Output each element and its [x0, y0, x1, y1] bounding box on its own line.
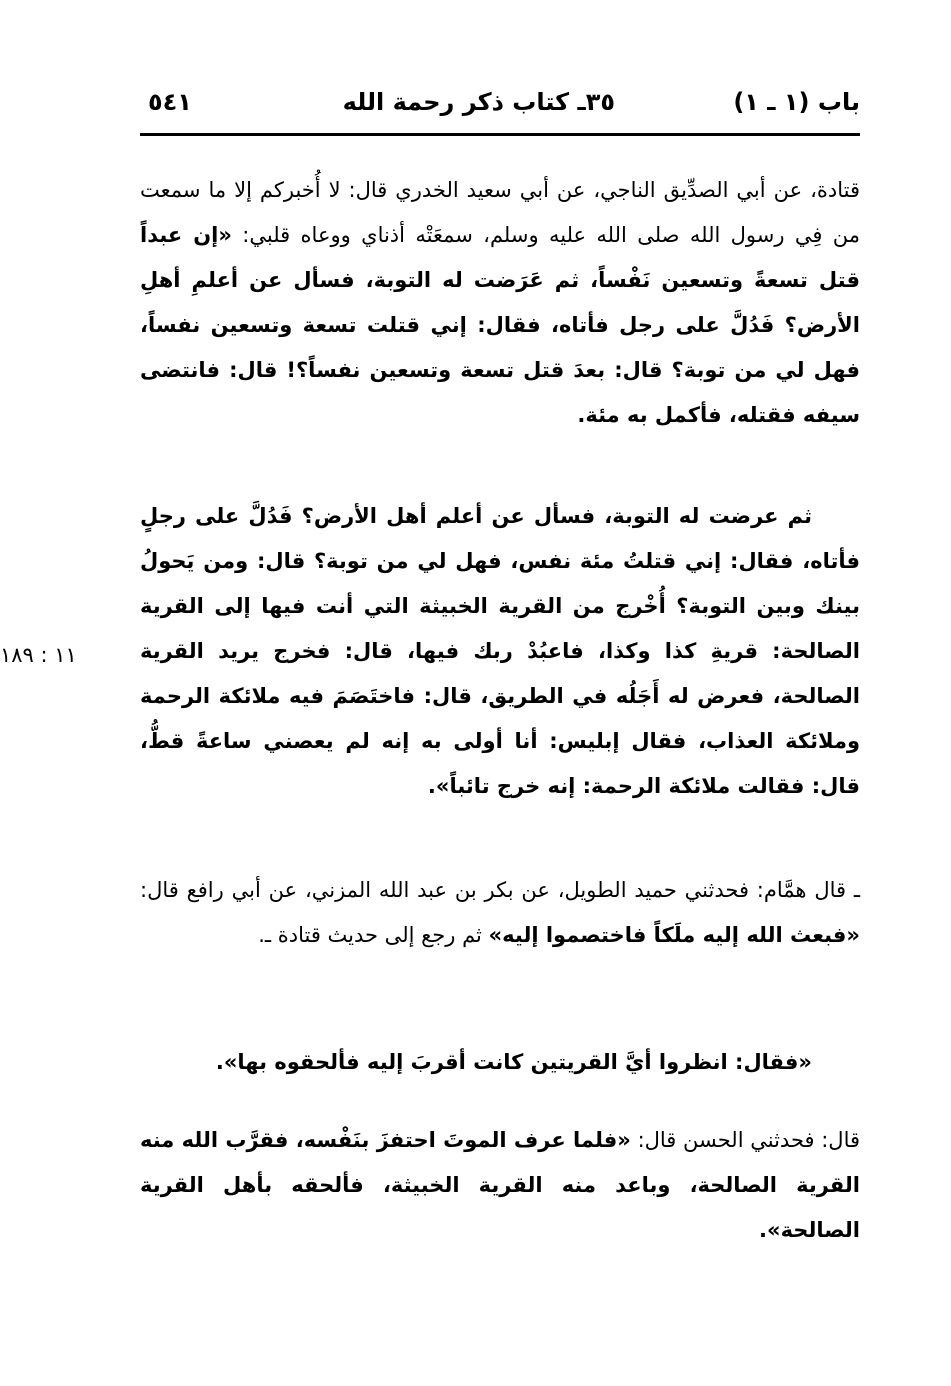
paragraph-3-hadith: «فبعث الله إليه ملَكاً فاختصموا إليه» — [488, 923, 860, 947]
paragraph-1 — [140, 168, 860, 438]
paragraph-2-hadith: ثم عرضت له التوبة، فسأل عن أعلم أهل الأرض؟ فَدُلَّ على رجلٍ فأتاه، فقال: إني قتلتُ مئة نفس، فهل لي من توبة؟ قال: ومن يَحولُ بينك وبين التوبة؟ أُخْرج من القرية الخبيثة التي أنت فيها إلى القرية الصالحة: قريةِ كذا وكذا، فاعبُدْ ربك فيها، قال: فخرج يريد القرية الصالحة، فعرض له أَجَلُه في الطريق، قال: فاختَصَمَ فيه ملائكة الرحمة وملائكة العذاب، فقال إبليس: أنا أولى به إنه لم يعصني ساعةً قطُّ، قال: فقالت ملائكة الرحمة: إنه خرج تائباً». — [140, 504, 860, 798]
paragraph-1-hadith: «إن عبداً قتل تسعةً وتسعين نَفْساً، ثم عَرَضت له التوبة، فسأل عن أعلمِ أهلِ الأرض؟ فَدُلَّ على رجل فأتاه، فقال: إني قتلت تسعة وتسعين نفساً، فهل لي من توبة؟ قال: بعدَ قتل تسعة وتسعين نفساً؟! قال: فانتضى سيفه فقتله، فأكمل به مئة. — [140, 223, 860, 427]
paragraph-5-hadith: «فلما عرف الموتَ احتفزَ بنَفْسه، فقرَّب الله منه القرية الصالحة، وباعد منه القرية الخبيثة، فألحقه بأهل القرية الصالحة». — [140, 1128, 860, 1242]
paragraph-3 — [140, 868, 860, 958]
page-number: ٥٤١ — [148, 88, 192, 116]
paragraph-4 — [140, 1040, 860, 1085]
paragraph-4-hadith: «فقال: انظروا أيَّ القريتين كانت أقربَ إليه فألحقوه بها». — [215, 1050, 812, 1074]
paragraph-2 — [140, 494, 860, 809]
page-header — [140, 84, 860, 124]
paragraph-5-narration: قال: فحدثني الحسن قال: — [630, 1128, 861, 1152]
header-rule — [140, 133, 860, 136]
paragraph-3-narration-b: ثم رجع إلى حديث قتادة ـ. — [258, 923, 489, 947]
paragraph-1-narration: قتادة، عن أبي الصدِّيق الناجي، عن أبي سعيد الخدري قال: لا أُخبركم إلا ما سمعت من فِي رسول الله صلى الله عليه وسلم، سمعَتْه أذناي ووعاه قلبي: — [140, 178, 860, 247]
paragraph-3-narration-a: ـ قال همَّام: فحدثني حميد الطويل، عن بكر بن عبد الله المزني، عن أبي رافع قال: — [140, 878, 860, 902]
paragraph-5 — [140, 1118, 860, 1253]
book-title: ٣٥ـ كتاب ذكر رحمة الله — [342, 88, 615, 116]
chapter-reference: باب (١ ـ ١) — [733, 88, 860, 116]
margin-reference: ١١ : ١٨٩ — [0, 643, 77, 667]
